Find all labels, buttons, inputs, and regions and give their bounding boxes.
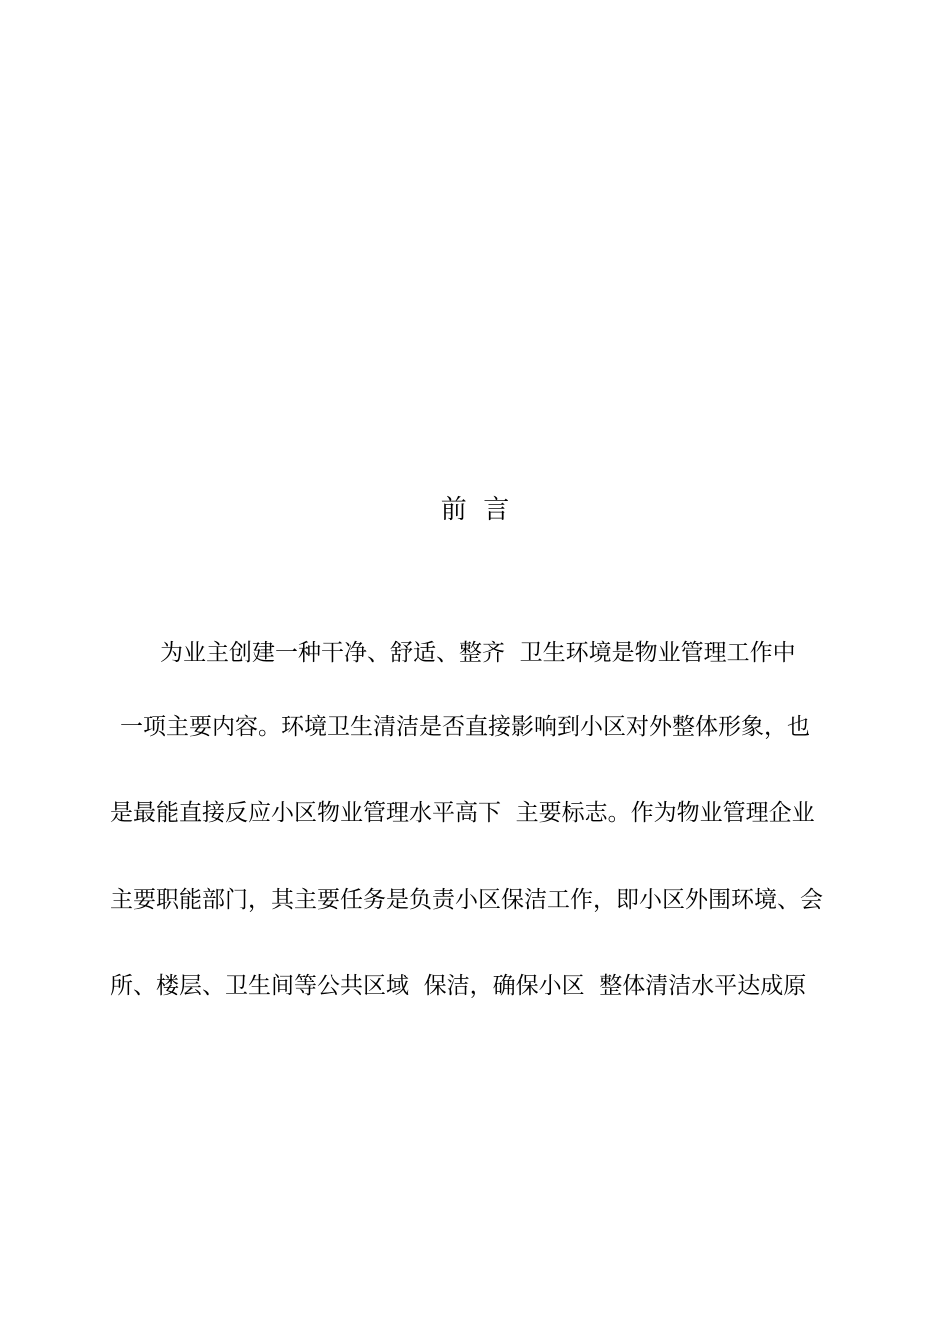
paragraph-line-2: 一项主要内容。环境卫生清洁是否直接影响到小区对外整体形象，也 [120, 714, 810, 740]
preface-title: 前 言 [440, 495, 510, 525]
paragraph-line-3: 是最能直接反应小区物业管理水平高下 主要标志。作为物业管理企业 [110, 800, 815, 826]
paragraph-line-4: 主要职能部门，其主要任务是负责小区保洁工作，即小区外围环境、会 [110, 887, 823, 913]
paragraph-line-5: 所、楼层、卫生间等公共区域 保洁，确保小区 整体清洁水平达成原 [110, 973, 807, 999]
paragraph-line-1: 为业主创建一种干净、舒适、整齐 卫生环境是物业管理工作中 [160, 640, 796, 666]
